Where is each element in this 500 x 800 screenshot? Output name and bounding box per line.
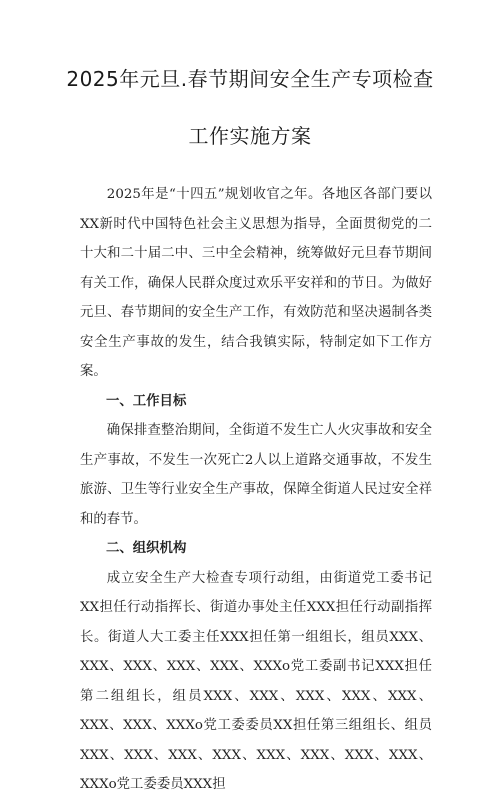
section-heading-goals: 一、工作目标	[106, 393, 187, 409]
document-title-line2: 工作实施方案	[188, 124, 312, 148]
document-title-line1: 2025年元旦.春节期间安全生产专项检查	[66, 67, 434, 91]
goals-paragraph: 确保排查整治期间，全街道不发生亡人火灾事故和安全生产事故，不发生一次死亡2人以上道路交通事故，不发生旅游、卫生等行业安全生产事故，保障全街道人民过安全祥和的春节。	[80, 423, 432, 527]
organization-paragraph: 成立安全生产大检查专项行动组，由街道党工委书记XX担任行动指挥长、街道办事处主任XXX担任行动副指挥长。街道人大工委主任XXX担任第一组组长，组员XXX、XXX、XXX、XXX、XXX、XXXo党工委副书记XXX担任第二组组长，组员XXX、XXX、XXX、XXX、XXX、XXX、XXX、XXXo党工委委员XX担任第三组组长、组员XXX、XXX、XXX、XXX、XXX、XXX、XXX、XXX、XXXo党工委委员XXX担	[80, 570, 432, 792]
intro-paragraph: 2025年是“十四五”规划收官之年。各地区各部门要以XX新时代中国特色社会主义思想为指导，全面贯彻党的二十大和二十届二中、三中全会精神，统筹做好元旦春节期间有关工作，确保人民群众度过欢乐平安祥和的节日。为做好元旦、春节期间的安全生产工作，有效防范和坚决遏制各类安全生产事故的发生，结合我镇实际，特制定如下工作方案。	[80, 187, 432, 379]
section-heading-organization: 二、组织机构	[106, 541, 187, 556]
